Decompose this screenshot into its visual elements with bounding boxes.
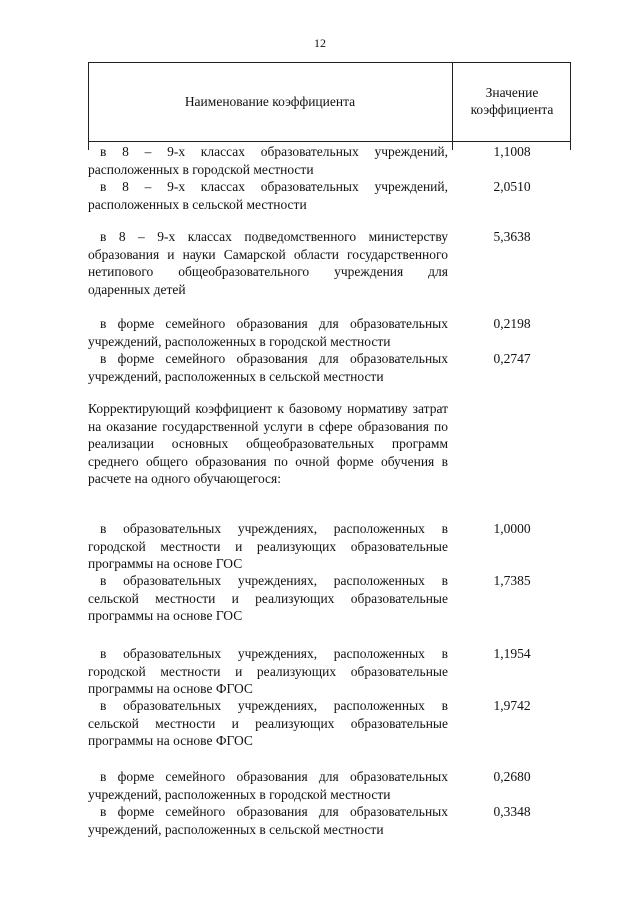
row-name: в форме семейного образования для образовательных учреждений, расположенных в городской местности	[88, 769, 448, 802]
row-name: в форме семейного образования для образовательных учреждений, расположенных в городской местности	[88, 316, 448, 349]
row-name: в 8 – 9-х классах подведомственного министерству образования и науки Самарской области государственного нетипового общеобразовательного учреждения для одаренных детей	[88, 229, 448, 297]
row-value: 2,0510	[493, 179, 531, 194]
row-value: 1,0000	[493, 521, 531, 536]
row-value: 5,3638	[493, 229, 531, 244]
header-name-column: Наименование коэффициента	[184, 94, 356, 109]
header-value-line2: коэффициента	[470, 102, 554, 117]
header-value-column	[453, 84, 571, 118]
row-value: 0,2747	[493, 351, 531, 366]
header-value-line1: Значение	[485, 85, 539, 100]
page-number: 12	[314, 36, 326, 50]
row-value: 1,1954	[493, 646, 531, 661]
row-value: 1,1008	[493, 144, 531, 159]
row-value: 1,7385	[493, 573, 531, 588]
row-name: в образовательных учреждениях, расположенных в городской местности и реализующих образовательные программы на основе ГОС	[88, 521, 448, 572]
row-name: Корректирующий коэффициент к базовому нормативу затрат на оказание государственной услуги в сфере образования по реализации основных общеобразовательных программ среднего общего образования по очной форме обучения в расчете на одного обучающегося:	[88, 401, 448, 487]
row-name: в форме семейного образования для образовательных учреждений, расположенных в сельской местности	[88, 351, 448, 384]
row-name: в образовательных учреждениях, расположенных в сельской местности и реализующих образовательные программы на основе ФГОС	[88, 698, 448, 749]
row-name: в образовательных учреждениях, расположенных в сельской местности и реализующих образовательные программы на основе ГОС	[88, 573, 448, 624]
row-name: в форме семейного образования для образовательных учреждений, расположенных в сельской местности	[88, 804, 448, 837]
row-value: 0,2198	[493, 316, 531, 331]
row-value: 0,3348	[493, 804, 531, 819]
row-value: 0,2680	[493, 769, 531, 784]
row-name: в 8 – 9-х классах образовательных учреждений, расположенных в сельской местности	[88, 179, 448, 212]
row-value: 1,9742	[493, 698, 531, 713]
row-name: в 8 – 9-х классах образовательных учреждений, расположенных в городской местности	[88, 144, 448, 177]
row-name: в образовательных учреждениях, расположенных в городской местности и реализующих образовательные программы на основе ФГОС	[88, 646, 448, 697]
